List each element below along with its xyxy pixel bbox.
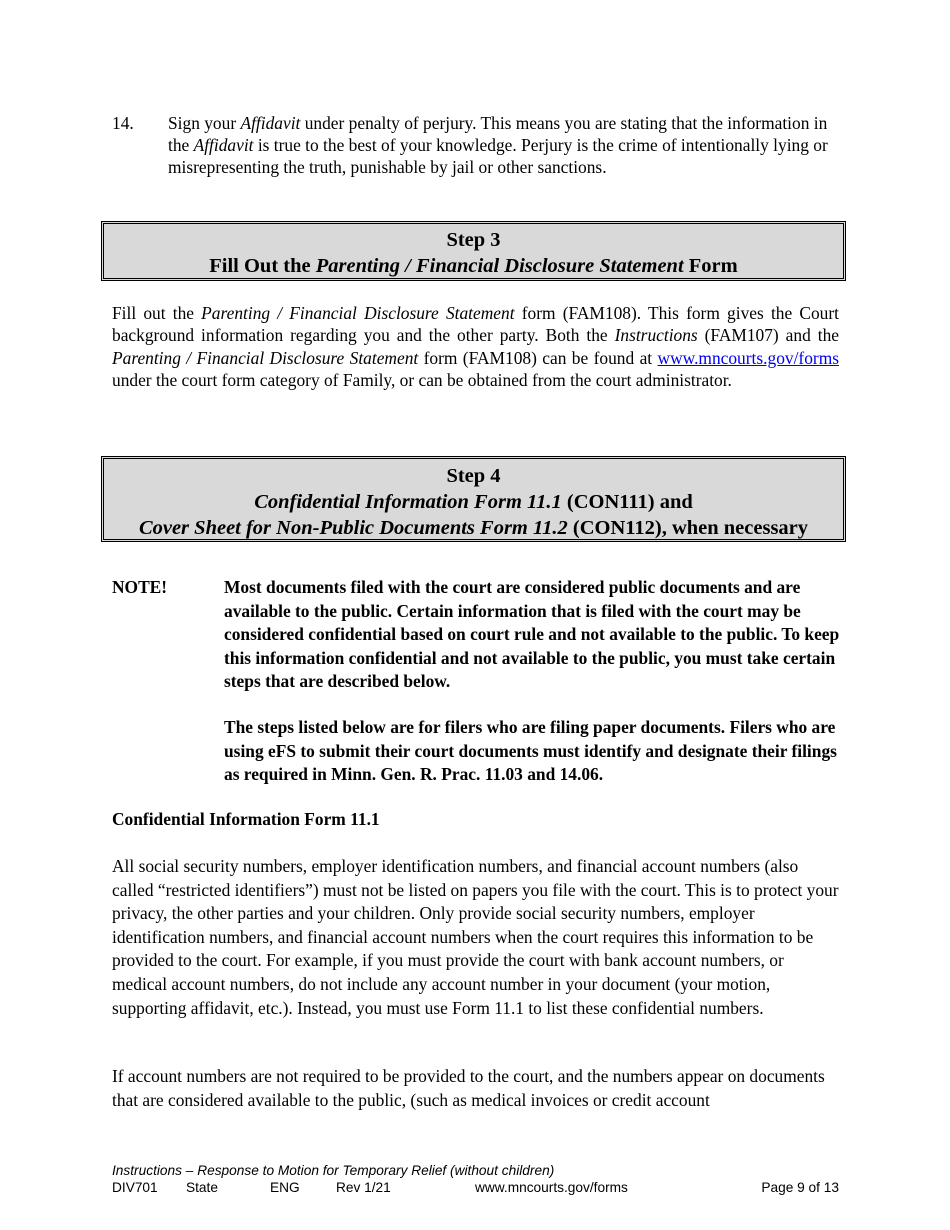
- form-11-1-paragraph-2: If account numbers are not required to be provided to the court, and the numbers appear on documents that are considered available to the public, (such as medical invoices or credit account: [112, 1066, 825, 1110]
- note-paragraph-2: The steps listed below are for filers who are filing paper documents. Filers who are using eFS to submit their court documents must identify and designate their filings as required in Minn. Gen. R. Prac. 11.03 and 14.06.: [224, 717, 837, 784]
- step-4-line-3: Cover Sheet for Non-Public Documents Form 11.2 (CON112), when necessary: [138, 517, 809, 539]
- footer-title: Instructions – Response to Motion for Temporary Relief (without children): [112, 1163, 555, 1178]
- step-3-title: Fill Out the Parenting / Financial Disclosure Statement Form: [209, 255, 738, 277]
- form-11-1-heading: Confidential Information Form 11.1: [112, 809, 380, 829]
- footer-state: State: [186, 1180, 218, 1195]
- instruction-item-14: [112, 112, 842, 178]
- footer-language: ENG: [270, 1180, 300, 1195]
- footer-info-line: [112, 1179, 839, 1196]
- item-text: Sign your Affidavit under penalty of perjury. This means you are stating that the information in the Affidavit is true to the best of your knowledge. Perjury is the crime of intentionally lying or misrepresenting the truth, punishable by jail or other sanctions.: [168, 113, 828, 177]
- mncourts-forms-link[interactable]: www.mncourts.gov/forms: [657, 347, 839, 368]
- note-label: NOTE!: [112, 577, 168, 597]
- step-3-header-box: [101, 221, 846, 281]
- step-4-header-box: [101, 456, 846, 542]
- step-3-label: Step 3: [446, 229, 501, 251]
- footer-form-code: DIV701: [112, 1180, 158, 1195]
- note-paragraph-1: Most documents filed with the court are considered public documents and are available to the public. Certain information that is filed with the court may be considered confidential based on court rule and not available to the public. To keep this information confidential and not available to the public, you must take certain steps that are described below.: [224, 577, 840, 691]
- item-number: 14.: [112, 113, 134, 133]
- footer-url: www.mncourts.gov/forms: [475, 1180, 628, 1195]
- step-4-line-2: Confidential Information Form 11.1 (CON111) and: [254, 491, 693, 513]
- form-11-1-paragraph-1: All social security numbers, employer identification numbers, and financial account numbers (also called “restricted identifiers”) must not be listed on papers you file with the court. This is to protect your privacy, the other parties and your children. Only provide social security numbers, employer identification numbers, and financial account numbers when the court requires this information to be provided to the court. For example, if you must provide the court with bank account numbers, or medical account numbers, do not include any account number in your document (your motion, supporting affidavit, etc.). Instead, you must use Form 11.1 to list these confidential numbers.: [112, 856, 839, 1018]
- step-3-paragraph: Fill out the Parenting / Financial Disclosure Statement form (FAM108). This form gives the Court background information regarding you and the other party. Both the Instructions (FAM107) and the Parenting / Financial Disclosure Statement form (FAM108) can be found at www.mncourts.gov/forms under the court form category of Family, or can be obtained from the court administrator.: [112, 303, 839, 390]
- step-4-label: Step 4: [446, 465, 501, 487]
- footer-revision: Rev 1/21: [336, 1180, 391, 1195]
- footer-page-number: Page 9 of 13: [761, 1180, 839, 1195]
